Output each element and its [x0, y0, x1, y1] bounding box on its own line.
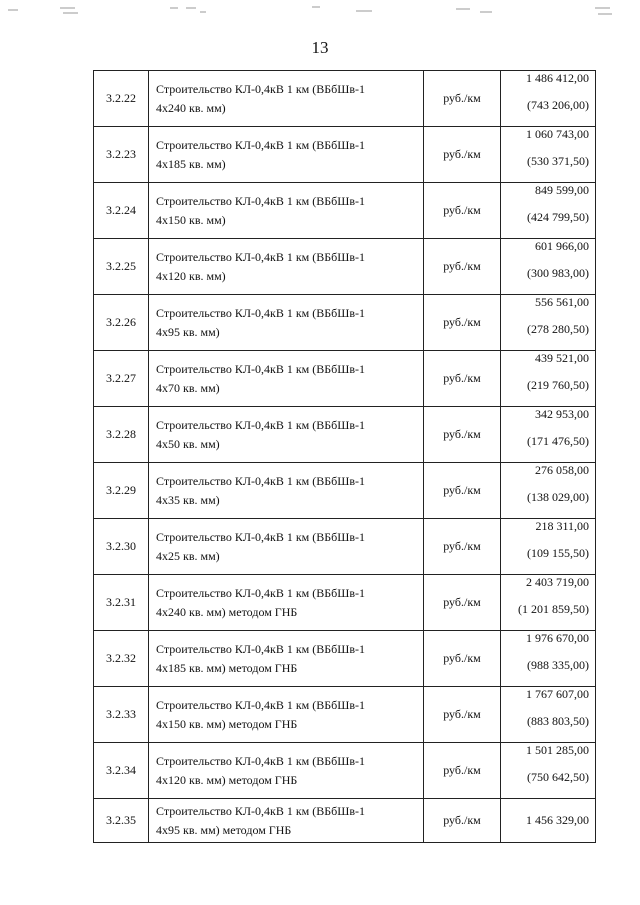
item-number: 3.2.33 [94, 687, 149, 743]
item-price [501, 351, 596, 407]
item-description [149, 519, 424, 575]
item-unit: руб./км [424, 519, 501, 575]
item-description [149, 799, 424, 843]
price-value: 439 521,00 [535, 350, 589, 365]
item-unit: руб./км [424, 463, 501, 519]
table-body [94, 71, 596, 843]
item-number: 3.2.23 [94, 127, 149, 183]
description-line-1: Строительство КЛ-0,4кВ 1 км (ВБбШв-1 [156, 529, 366, 544]
item-description [149, 407, 424, 463]
item-unit: руб./км [424, 631, 501, 687]
item-unit: руб./км [424, 687, 501, 743]
price-value: 1 456 329,00 [526, 813, 589, 827]
price-half-value: (424 799,50) [527, 209, 589, 224]
price-value: 849 599,00 [535, 182, 589, 197]
item-price [501, 239, 596, 295]
price-half-value: (883 803,50) [527, 713, 589, 728]
item-unit: руб./км [424, 407, 501, 463]
item-number: 3.2.27 [94, 351, 149, 407]
table-row [94, 687, 596, 743]
description-line-1: Строительство КЛ-0,4кВ 1 км (ВБбШв-1 [156, 417, 366, 432]
description-line-1: Строительство КЛ-0,4кВ 1 км (ВБбШв-1 [156, 803, 366, 818]
item-unit: руб./км [424, 127, 501, 183]
item-unit: руб./км [424, 743, 501, 799]
item-price [501, 407, 596, 463]
description-line-2: 4х240 кв. мм) методом ГНБ [156, 604, 298, 619]
price-half-value: (171 476,50) [527, 433, 589, 448]
item-price [501, 799, 596, 843]
price-half-value: (750 642,50) [527, 769, 589, 784]
item-description [149, 575, 424, 631]
item-description [149, 743, 424, 799]
table-row [94, 743, 596, 799]
item-description [149, 127, 424, 183]
item-unit: руб./км [424, 351, 501, 407]
description-line-2: 4х95 кв. мм) методом ГНБ [156, 822, 292, 837]
description-line-1: Строительство КЛ-0,4кВ 1 км (ВБбШв-1 [156, 641, 366, 656]
item-price [501, 295, 596, 351]
description-line-2: 4х25 кв. мм) [156, 548, 220, 563]
price-value: 2 403 719,00 [526, 574, 589, 589]
item-unit: руб./км [424, 295, 501, 351]
item-description [149, 183, 424, 239]
price-value: 342 953,00 [535, 406, 589, 421]
description-line-1: Строительство КЛ-0,4кВ 1 км (ВБбШв-1 [156, 249, 366, 264]
table-row [94, 127, 596, 183]
item-price [501, 631, 596, 687]
item-description [149, 71, 424, 127]
price-value: 556 561,00 [535, 294, 589, 309]
table-row [94, 799, 596, 843]
price-half-value: (988 335,00) [527, 657, 589, 672]
table-row [94, 519, 596, 575]
item-unit: руб./км [424, 239, 501, 295]
item-number: 3.2.22 [94, 71, 149, 127]
description-line-2: 4х185 кв. мм) методом ГНБ [156, 660, 298, 675]
price-half-value: (278 280,50) [527, 321, 589, 336]
price-value: 218 311,00 [535, 518, 589, 533]
description-line-2: 4х120 кв. мм) [156, 268, 226, 283]
item-description [149, 631, 424, 687]
description-line-2: 4х120 кв. мм) методом ГНБ [156, 772, 298, 787]
price-value: 276 058,00 [535, 462, 589, 477]
item-number: 3.2.35 [94, 799, 149, 843]
price-value: 1 501 285,00 [526, 742, 589, 757]
item-price [501, 71, 596, 127]
price-value: 1 060 743,00 [526, 126, 589, 141]
table-row [94, 407, 596, 463]
table-row [94, 71, 596, 127]
description-line-1: Строительство КЛ-0,4кВ 1 км (ВБбШв-1 [156, 473, 366, 488]
price-table [93, 70, 596, 843]
item-unit: руб./км [424, 71, 501, 127]
item-price [501, 127, 596, 183]
description-line-1: Строительство КЛ-0,4кВ 1 км (ВБбШв-1 [156, 753, 366, 768]
table-row [94, 351, 596, 407]
description-line-1: Строительство КЛ-0,4кВ 1 км (ВБбШв-1 [156, 585, 366, 600]
item-price [501, 743, 596, 799]
description-line-1: Строительство КЛ-0,4кВ 1 км (ВБбШв-1 [156, 305, 366, 320]
item-number: 3.2.32 [94, 631, 149, 687]
item-description [149, 687, 424, 743]
table-row [94, 183, 596, 239]
price-value: 1 767 607,00 [526, 686, 589, 701]
item-price [501, 687, 596, 743]
item-price [501, 463, 596, 519]
description-line-2: 4х240 кв. мм) [156, 100, 226, 115]
item-description [149, 351, 424, 407]
price-value: 601 966,00 [535, 238, 589, 253]
description-line-2: 4х50 кв. мм) [156, 436, 220, 451]
price-half-value: (219 760,50) [527, 377, 589, 392]
scan-artifact-marks [0, 2, 640, 20]
item-number: 3.2.28 [94, 407, 149, 463]
price-value: 1 976 670,00 [526, 630, 589, 645]
price-half-value: (300 983,00) [527, 265, 589, 280]
description-line-2: 4х185 кв. мм) [156, 156, 226, 171]
price-half-value: (109 155,50) [527, 545, 589, 560]
table-row [94, 239, 596, 295]
item-description [149, 295, 424, 351]
item-unit: руб./км [424, 575, 501, 631]
price-value: 1 486 412,00 [526, 70, 589, 85]
description-line-2: 4х95 кв. мм) [156, 324, 220, 339]
table-row [94, 295, 596, 351]
description-line-1: Строительство КЛ-0,4кВ 1 км (ВБбШв-1 [156, 137, 366, 152]
item-unit: руб./км [424, 799, 501, 843]
item-number: 3.2.24 [94, 183, 149, 239]
price-half-value: (530 371,50) [527, 153, 589, 168]
table-row [94, 575, 596, 631]
description-line-1: Строительство КЛ-0,4кВ 1 км (ВБбШв-1 [156, 193, 366, 208]
table-row [94, 463, 596, 519]
price-half-value: (1 201 859,50) [518, 601, 589, 616]
table-row [94, 631, 596, 687]
item-number: 3.2.25 [94, 239, 149, 295]
page-number: 13 [311, 38, 329, 57]
description-line-2: 4х150 кв. мм) методом ГНБ [156, 716, 298, 731]
item-price [501, 519, 596, 575]
description-line-1: Строительство КЛ-0,4кВ 1 км (ВБбШв-1 [156, 697, 366, 712]
description-line-1: Строительство КЛ-0,4кВ 1 км (ВБбШв-1 [156, 361, 366, 376]
item-number: 3.2.29 [94, 463, 149, 519]
item-price [501, 183, 596, 239]
item-number: 3.2.34 [94, 743, 149, 799]
item-number: 3.2.31 [94, 575, 149, 631]
item-price [501, 575, 596, 631]
item-description [149, 463, 424, 519]
item-unit: руб./км [424, 183, 501, 239]
description-line-2: 4х70 кв. мм) [156, 380, 220, 395]
price-half-value: (138 029,00) [527, 489, 589, 504]
item-number: 3.2.30 [94, 519, 149, 575]
description-line-2: 4х35 кв. мм) [156, 492, 220, 507]
item-description [149, 239, 424, 295]
item-number: 3.2.26 [94, 295, 149, 351]
description-line-1: Строительство КЛ-0,4кВ 1 км (ВБбШв-1 [156, 81, 366, 96]
description-line-2: 4х150 кв. мм) [156, 212, 226, 227]
price-half-value: (743 206,00) [527, 97, 589, 112]
